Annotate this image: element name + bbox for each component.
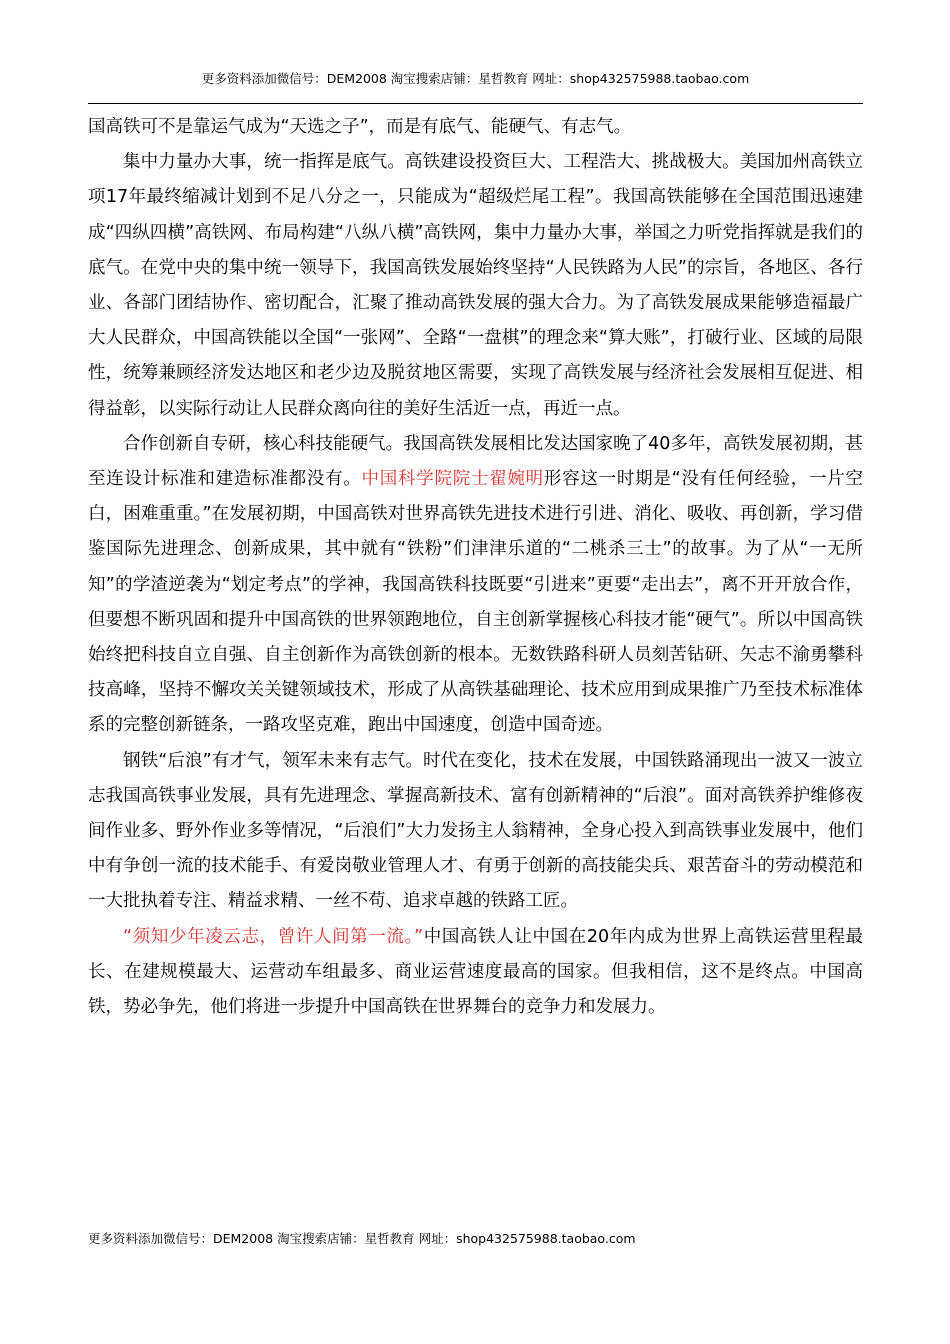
page-header: 更多资料添加微信号：DEM2008 淘宝搜索店铺：星哲教育 网址：shop432575988.taobao.com	[201, 71, 750, 86]
paragraph-3: 钢铁“后浪”有才气，领军未来有志气。时代在变化，技术在发展，中国铁路涌现出一波又一波立志我国高铁事业发展，具有先进理念、掌握高新技术、富有创新精神的“后浪”。面对高铁养护维修夜间作业多、野外作业多等情况，“后浪们”大力发扬主人翁精神，全身心投入到高铁事业发展中，他们中有争创一流的技术能手、有爱岗敬业管理人才、有勇于创新的高技能尖兵、艰苦奋斗的劳动模范和一大批执着专注、精益求精、一丝不苟、追求卓越的铁路工匠。	[88, 750, 863, 912]
paragraph-2-text-a: 合作创新自专研，核心科技能硬气。我国高铁发展相比发达国家晚了40多年，高铁发展初期，甚至连设计标准和建造标准都没有。	[88, 433, 863, 490]
paragraph-0: 国高铁可不是靠运气成为“天选之子”，而是有底气、能硬气、有志气。	[88, 117, 632, 137]
header-divider	[88, 103, 863, 104]
paragraph-4	[88, 920, 863, 1026]
paragraph-4-text-b: 中国高铁人让中国在20年内成为世界上高铁运营里程最长、在建规模最大、运营动车组最多、商业运营速度最高的国家。但我相信，这不是终点。中国高铁，势必争先，他们将进一步提升中国高铁在世界舞台的竞争力和发展力。	[88, 926, 863, 1018]
paragraph-1: 集中力量办大事，统一指挥是底气。高铁建设投资巨大、工程浩大、挑战极大。美国加州高铁立项17年最终缩减计划到不足八分之一，只能成为“超级烂尾工程”。我国高铁能够在全国范围迅速建成“四纵四横”高铁网、布局构建“八纵八横”高铁网，集中力量办大事，举国之力听党指挥就是我们的底气。在党中央的集中统一领导下，我国高铁发展始终坚持“人民铁路为人民”的宗旨，各地区、各行业、各部门团结协作、密切配合，汇聚了推动高铁发展的强大合力。为了高铁发展成果能够造福最广大人民群众，中国高铁能以全国“一张网”、全路“一盘棋”的理念来“算大账”，打破行业、区域的局限性，统筹兼顾经济发达地区和老少边及脱贫地区需要，实现了高铁发展与经济社会发展相互促进、相得益彰，以实际行动让人民群众离向往的美好生活近一点，再近一点。	[88, 152, 863, 419]
article-body	[88, 110, 863, 1025]
highlight-academician-name: 中国科学院院士翟婉明	[361, 469, 544, 490]
page-footer: 更多资料添加微信号：DEM2008 淘宝搜索店铺：星哲教育 网址：shop432575988.taobao.com	[88, 1231, 636, 1246]
highlight-poem-quote: “须知少年凌云志，曾许人间第一流。”	[123, 926, 424, 947]
paragraph-2	[88, 427, 863, 744]
paragraph-2-text-b: 形容这一时期是“没有任何经验，一片空白，困难重重。”在发展初期，中国高铁对世界高铁先进技术进行引进、消化、吸收、再创新，学习借鉴国际先进理念、创新成果，其中就有“铁粉”们津津乐道的“二桃杀三士”的故事。为了从“一无所知”的学渣逆袭为“划定考点”的学神，我国高铁科技既要“引进来”更要“走出去”，离不开开放合作，但要想不断巩固和提升中国高铁的世界领跑地位，自主创新掌握核心科技才能“硬气”。所以中国高铁始终把科技自立自强、自主创新作为高铁创新的根本。无数铁路科研人员刻苦钻研、矢志不渝勇攀科技高峰，坚持不懈攻关关键领域技术，形成了从高铁基础理论、技术应用到成果推广乃至技术标准体系的完整创新链条，一路攻坚克难，跑出中国速度，创造中国奇迹。	[88, 469, 864, 736]
